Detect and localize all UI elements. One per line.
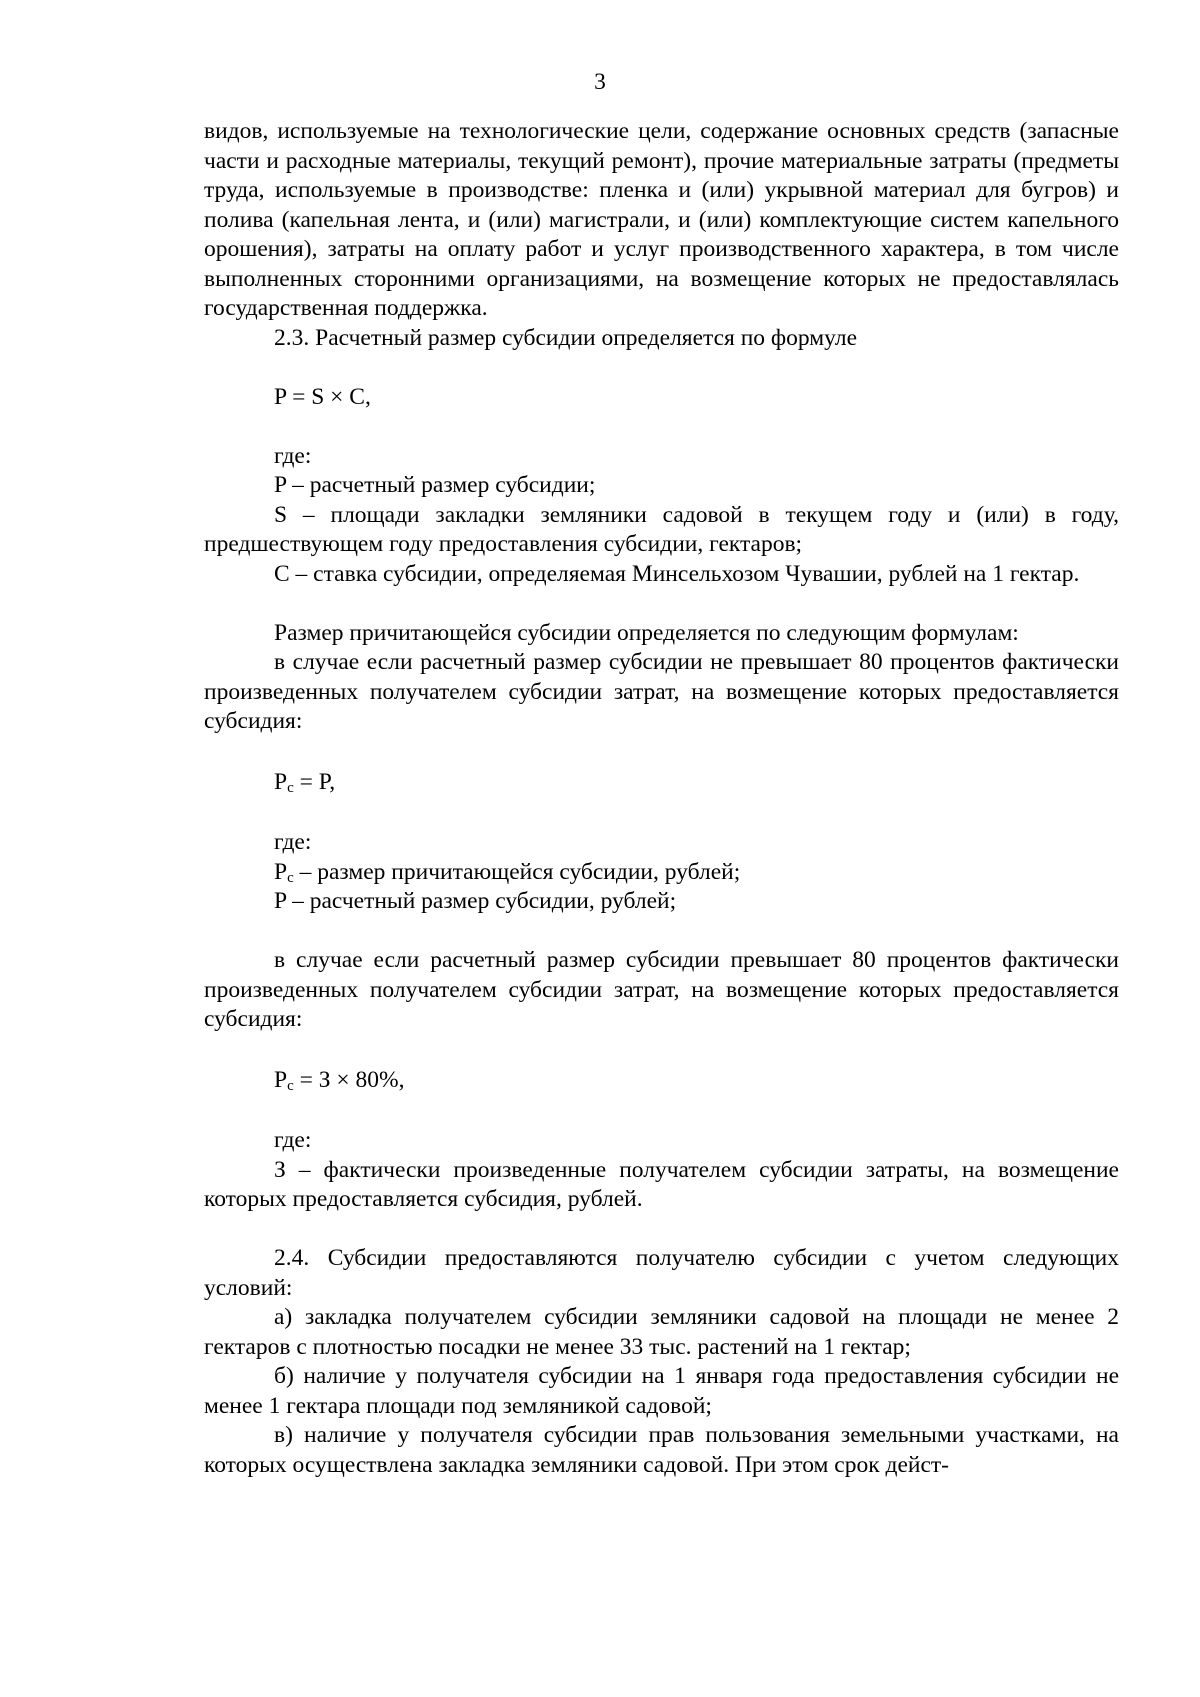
formula-symbol: P — [274, 768, 288, 795]
formula-subscript: c — [287, 779, 294, 796]
paragraph-case-not-exceeds: в случае если расчетный размер субсидии не превышает 80 процентов фактически произведенных получателем субсидии затрат, на возмещение которых предоставляется субсидия: — [204, 649, 1119, 734]
spacer — [204, 797, 1119, 828]
definition-p-rub: P – расчетный размер субсидии, рублей; — [274, 888, 677, 914]
condition-a: а) закладка получателем субсидии земляники садовой на площади не менее 2 гектаров с плотностью посадки не менее 33 тыс. растений на 1 гектар; — [204, 1304, 1119, 1360]
formula-p: P = S × C, — [274, 383, 371, 410]
condition-b: б) наличие у получателя субсидии на 1 января года предоставления субсидии не менее 1 гектара площади под земляникой садовой; — [204, 1363, 1119, 1419]
spacer — [204, 589, 1119, 619]
spacer — [204, 1095, 1119, 1126]
definition-pc — [204, 858, 1119, 888]
definition-c: C – ставка субсидии, определяемая Минсельхозом Чувашии, рублей на 1 гектар. — [274, 560, 1080, 587]
definition-subscript: c — [287, 869, 294, 886]
definition-text: – размер причитающейся субсидии, рублей; — [293, 858, 741, 885]
spacer — [204, 353, 1119, 383]
where-label: где: — [274, 442, 312, 469]
formula-pc-equals-z — [204, 1066, 1119, 1096]
document-body — [204, 117, 1119, 1480]
paragraph-case-exceeds: в случае если расчетный размер субсидии превышает 80 процентов фактически произведенных получателем субсидии затрат, на возмещение которых предоставляется субсидия: — [204, 947, 1119, 1032]
spacer — [204, 737, 1119, 768]
paragraph-formulas-intro: Размер причитающейся субсидии определяется по следующим формулам: — [274, 619, 1019, 646]
formula-symbol: P — [274, 1066, 288, 1093]
paragraph-costs: видов, используемые на технологические цели, содержание основных средств (запасные части и расходные материалы, текущий ремонт), прочие материальные затраты (предметы труда, используемые в производстве: пленка и (или) укрывной материал для бугров) и полива (капельная лента, и (или) магистрали, и (или) комплектующие систем капельного орошения), затраты на оплату работ и услуг производственного характера, в том числе выполненных сторонними организациями, на возмещение которых не предоставлялась государственная поддержка. — [204, 118, 1119, 321]
condition-v: в) наличие у получателя субсидии прав пользования земельными участками, на которых осуществлена закладка земляники садовой. При этом срок дейст- — [204, 1422, 1119, 1478]
spacer — [204, 1035, 1119, 1066]
spacer — [204, 1215, 1119, 1245]
formula-rhs: = P, — [293, 768, 336, 795]
definition-p: P – расчетный размер субсидии; — [274, 472, 596, 498]
formula-rhs: = З × 80%, — [293, 1066, 405, 1093]
definition-z: З – фактически произведенные получателем субсидии затраты, на возмещение которых предоставляется субсидия, рублей. — [204, 1156, 1119, 1212]
where-label: где: — [274, 829, 312, 855]
spacer — [204, 917, 1119, 947]
definition-symbol: P — [274, 858, 288, 885]
paragraph-2-4: 2.4. Субсидии предоставляются получателю субсидии с учетом следующих условий: — [204, 1245, 1119, 1301]
definition-s: S – площади закладки земляники садовой в текущем году и (или) в году, предшествующем году предоставления субсидии, гектаров; — [204, 501, 1119, 557]
formula-pc-equals-p — [204, 768, 1119, 798]
where-label: где: — [274, 1127, 312, 1153]
paragraph-2-3: 2.3. Расчетный размер субсидии определяется по формуле — [274, 324, 858, 351]
page-number: 3 — [594, 69, 606, 95]
formula-subscript: c — [287, 1077, 294, 1094]
spacer — [204, 412, 1119, 442]
